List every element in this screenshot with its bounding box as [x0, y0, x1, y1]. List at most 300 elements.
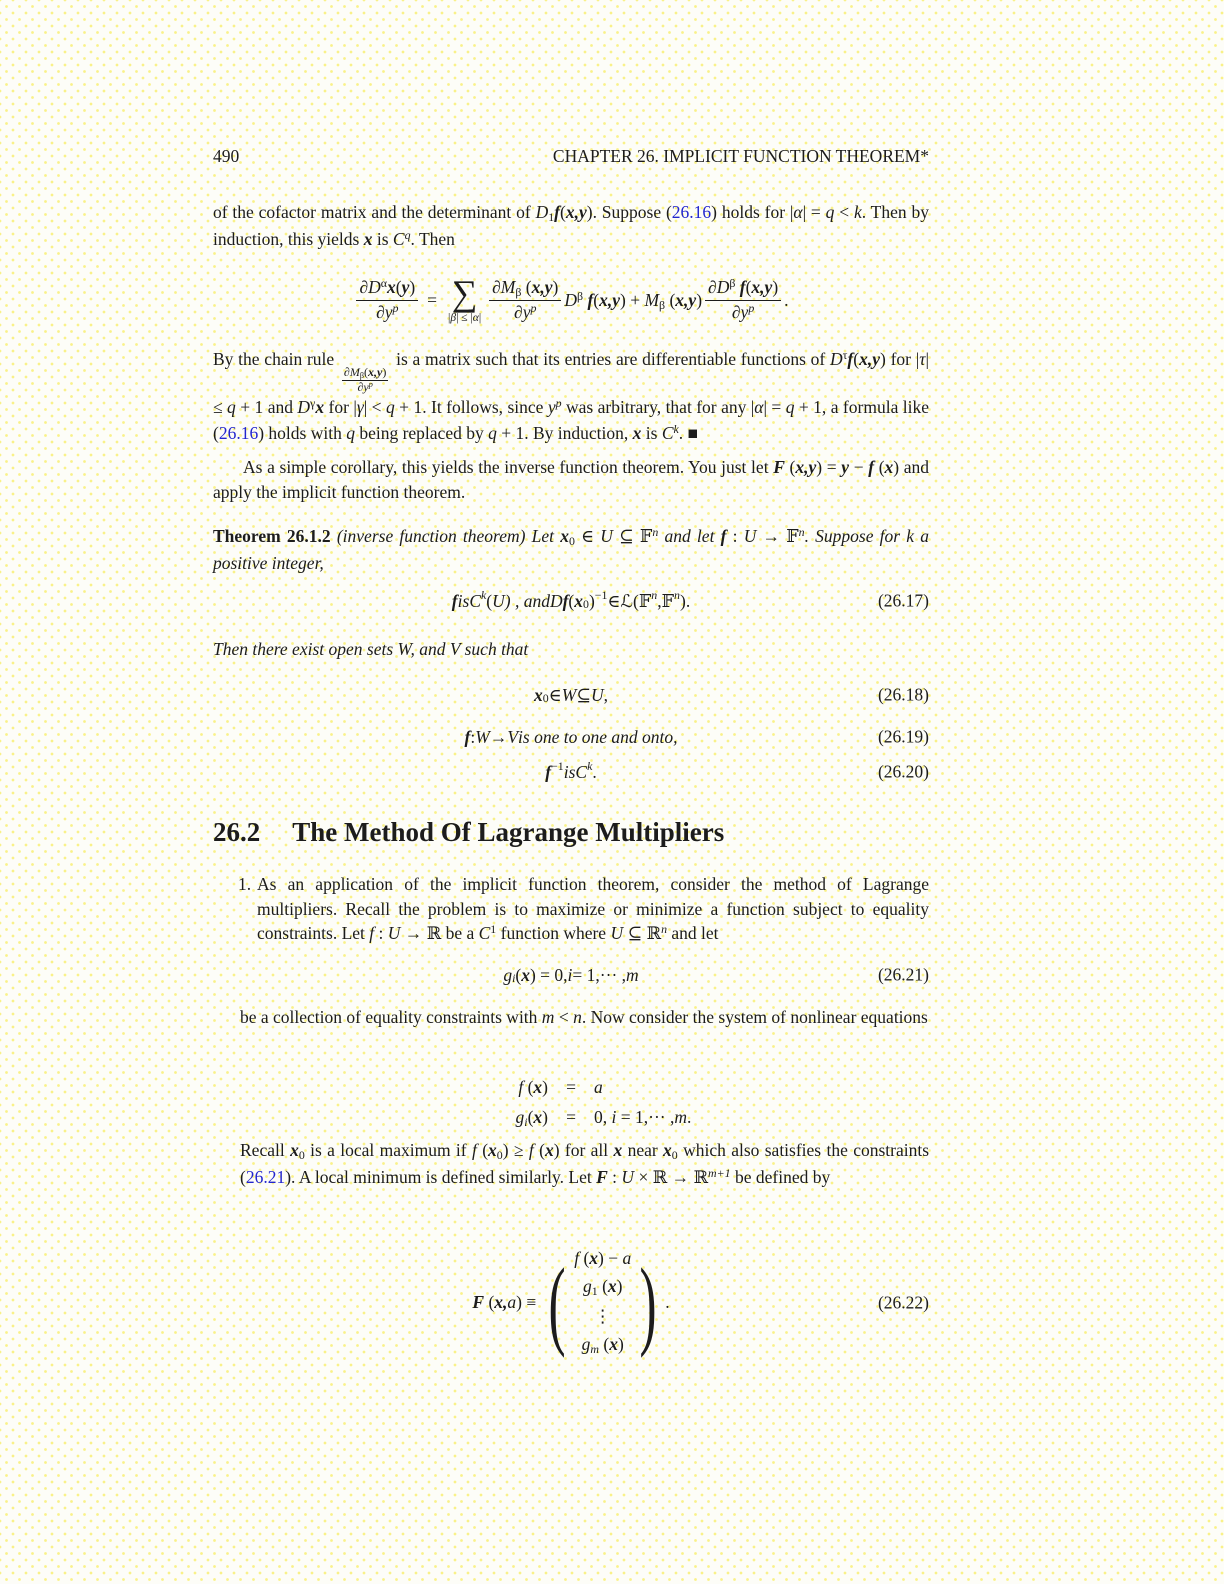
text-run: (	[533, 1140, 545, 1160]
text-run: p	[392, 300, 399, 315]
text-run: (	[527, 1107, 534, 1127]
text-run: 𝔽	[638, 590, 652, 611]
text-run: a	[594, 1077, 603, 1097]
text-run: As a simple corollary, this yields the inverse function theorem. You just let	[243, 457, 774, 477]
text-run: ) ≡	[516, 1292, 537, 1312]
text-run: ) +	[620, 289, 645, 310]
text-run: ∂	[492, 276, 501, 297]
text-run: n	[573, 1007, 582, 1027]
text-run: )	[879, 349, 886, 369]
section-number: 26.2	[213, 817, 261, 847]
text-run: 𝔽	[786, 526, 799, 546]
text-run: ). A local minimum is defined similarly. Let	[285, 1166, 597, 1187]
text-run: f	[369, 923, 375, 943]
section-heading	[213, 816, 929, 848]
summation-limit	[448, 312, 481, 324]
text-run: x	[521, 964, 530, 985]
text-run: D	[368, 276, 381, 297]
text-run: + 1. By induction,	[496, 423, 633, 444]
text-run: Recall	[240, 1140, 291, 1160]
text-run: + 1, a formula like (	[213, 396, 930, 444]
text-run: 0	[568, 534, 575, 549]
text-run: x	[488, 1140, 497, 1160]
text-run: . Then	[410, 228, 455, 249]
text-run: )	[586, 202, 593, 222]
text-run: x	[363, 228, 373, 249]
equation-26-18	[213, 681, 929, 709]
text-run: :	[607, 1166, 622, 1187]
text-run: α	[793, 202, 803, 222]
equation-period: .	[665, 1292, 670, 1312]
text-run: C	[392, 228, 405, 249]
text-run: )	[617, 1334, 624, 1354]
fraction-lhs	[356, 277, 418, 324]
text-run: . Then by induction, this yields	[213, 202, 929, 249]
text-run: (	[484, 1292, 495, 1312]
text-run: F	[596, 1166, 608, 1187]
paragraph-cofactor	[213, 200, 929, 253]
text-run: g	[582, 1276, 592, 1296]
paragraph-chain-rule	[213, 347, 929, 448]
list-item-text	[257, 872, 929, 948]
text-run: x	[663, 1140, 672, 1160]
equation-26-21-math	[213, 961, 929, 989]
text-run: for all	[559, 1140, 614, 1160]
fraction-m-beta	[489, 277, 561, 324]
text-run: 0,	[594, 1107, 612, 1127]
text-run: . Suppose for k a positive integer,	[213, 526, 929, 573]
equation-26-17-math	[213, 586, 929, 616]
text-run: f	[562, 590, 569, 611]
text-run: −1	[594, 587, 608, 602]
text-run: x	[613, 1140, 623, 1160]
text-run: )	[893, 457, 900, 477]
text-run: (	[665, 289, 676, 310]
text-run: ) , and	[504, 590, 550, 611]
text-run: g	[581, 1334, 591, 1354]
text-run: p	[748, 300, 755, 315]
text-run: M	[644, 289, 660, 310]
text-run: i	[567, 964, 573, 985]
text-run: y	[522, 301, 531, 322]
text-run: | <	[363, 396, 386, 417]
text-run: β	[450, 311, 457, 324]
text-run: x	[533, 1107, 543, 1127]
text-run: + 1 and	[235, 396, 298, 417]
text-run: :	[374, 923, 388, 943]
text-run: W	[475, 726, 490, 747]
paragraph-corollary	[213, 455, 929, 504]
text-run: q	[385, 396, 395, 417]
list-item-1	[213, 872, 929, 948]
text-run: y	[363, 380, 369, 395]
text-run: . Now consider the system of nonlinear equations	[581, 1007, 928, 1027]
text-run: .	[678, 423, 688, 444]
list-item-marker: 1.	[238, 874, 252, 894]
text-run: α	[472, 311, 479, 324]
system-row-2	[213, 1102, 929, 1134]
text-run: p	[555, 395, 562, 410]
text-run: U	[387, 923, 401, 943]
sigma-symbol: ∑	[451, 273, 478, 314]
vector-equation-lhs	[472, 1292, 536, 1313]
text-run: x,y	[599, 289, 620, 310]
text-run: and apply the implicit function theorem.	[213, 457, 930, 502]
text-run: was arbitrary, that for any |	[561, 396, 755, 417]
text-run: (	[515, 964, 522, 985]
text-run: being replaced by	[354, 423, 489, 444]
equation-26-17	[213, 586, 929, 616]
text-run: (	[568, 590, 575, 611]
paragraph-collection	[240, 1005, 929, 1030]
text-run: m	[674, 1107, 687, 1127]
text-run: |	[478, 311, 482, 324]
text-run: .	[592, 761, 597, 782]
text-run: n	[651, 587, 658, 602]
text-run: q	[346, 423, 355, 444]
text-run: ∂	[731, 301, 741, 322]
text-run: α	[380, 275, 387, 290]
text-run: x	[386, 276, 396, 297]
text-run: k	[853, 202, 862, 222]
equation-26-19-math	[213, 723, 929, 751]
text-run: x,y	[675, 289, 697, 310]
text-run: (	[560, 202, 566, 222]
text-run: q	[785, 396, 795, 417]
text-run: i	[611, 1107, 617, 1127]
text-run: g	[503, 964, 513, 985]
text-run: f	[720, 526, 727, 546]
text-run: × ℝ → ℝ	[634, 1166, 709, 1187]
text-run: p	[530, 300, 537, 315]
text-run: x	[533, 1077, 543, 1097]
text-run: = 1,··· ,	[572, 964, 627, 985]
text-run: β	[729, 275, 736, 290]
column-vector	[574, 1246, 631, 1359]
text-run: 0	[496, 1148, 503, 1163]
equation-number-26-22: (26.22)	[877, 1292, 929, 1312]
paragraph-recall	[240, 1138, 929, 1191]
text-run: D	[297, 396, 311, 417]
text-run: F	[472, 1292, 485, 1312]
text-run: m	[541, 1007, 555, 1027]
text-run: (	[593, 289, 600, 310]
text-run: i	[512, 970, 516, 985]
text-run: x	[609, 1334, 618, 1354]
text-run: (	[745, 276, 752, 297]
text-run: ∈	[574, 526, 601, 546]
text-run: q	[227, 396, 236, 417]
text-run: f	[464, 726, 471, 747]
text-run: ,	[657, 590, 662, 611]
text-run: be a collection of equality constraints with	[240, 1007, 542, 1027]
text-run: D	[716, 276, 730, 297]
text-run: β	[359, 371, 365, 381]
text-run: | ≤	[213, 349, 930, 417]
text-run: of the cofactor matrix and the determinant of	[213, 202, 536, 222]
text-run: y	[547, 396, 556, 417]
open-paren: (	[548, 1247, 566, 1358]
text-run: )	[552, 276, 559, 297]
text-run: x	[544, 1140, 554, 1160]
text-run: U	[590, 684, 604, 705]
text-run: 1	[548, 210, 555, 225]
text-run: C	[478, 923, 491, 943]
text-run: (	[486, 590, 493, 611]
text-run: | =	[763, 396, 786, 417]
text-run: 0	[583, 596, 589, 611]
text-run: i	[524, 1115, 528, 1130]
equation-middle-terms	[564, 290, 702, 311]
text-run: + 1. It follows, since	[394, 396, 548, 417]
text-run: | =	[802, 202, 826, 222]
text-run: x,y	[859, 349, 880, 369]
text-run: (	[476, 1140, 489, 1160]
text-run: for |	[324, 396, 357, 417]
equation-number-26-18: (26.18)	[877, 684, 929, 705]
equation-26-18-math	[213, 681, 929, 709]
text-run: (	[853, 349, 860, 369]
text-run: β	[659, 297, 666, 312]
text-run: (	[579, 1248, 590, 1268]
text-run: ∈	[548, 684, 562, 705]
text-run: is	[641, 423, 662, 444]
text-run: ℒ	[620, 590, 634, 611]
text-run: x,y	[795, 457, 817, 477]
inline-fraction	[342, 366, 388, 395]
text-run: :	[726, 526, 744, 546]
text-run: U	[743, 526, 757, 546]
text-run: k	[481, 587, 487, 602]
text-run: By the chain rule	[213, 349, 339, 369]
text-run: q	[404, 227, 411, 242]
equation-26-22	[213, 1240, 929, 1365]
text-run: →	[489, 726, 508, 747]
text-run: 1	[490, 922, 497, 937]
section-title: The Method Of Lagrange Multipliers	[292, 817, 725, 847]
text-run: p	[368, 380, 373, 390]
equation-26-20	[213, 758, 929, 786]
text-run: m	[626, 964, 639, 985]
text-run: (	[874, 457, 885, 477]
text-run: x	[494, 1292, 504, 1312]
text-run: →	[756, 526, 787, 546]
text-run: D	[535, 202, 549, 222]
text-run: f	[868, 457, 875, 477]
text-run: ∂	[343, 364, 350, 379]
ref-link-26-16-b[interactable]: 26.16	[218, 423, 259, 444]
text-run: n	[674, 587, 680, 602]
text-run: be defined by	[730, 1166, 831, 1187]
text-run: β	[515, 284, 522, 299]
text-run: function where	[496, 923, 611, 943]
equation-system	[213, 1072, 929, 1134]
vector-dots-row	[594, 1304, 612, 1329]
running-header	[213, 146, 929, 167]
equals-sign: =	[566, 1077, 576, 1097]
text-run: which also satisfies the constraints (	[240, 1140, 930, 1187]
equation-number-26-21: (26.21)	[877, 964, 929, 985]
text-run: ∂	[357, 380, 364, 395]
theorem-26-1-2	[213, 524, 929, 575]
text-run: for |	[885, 349, 920, 369]
text-run: .	[687, 1107, 692, 1127]
text-run: U	[492, 590, 505, 611]
text-run: | ≤ |	[456, 311, 473, 324]
fraction-d-beta-f	[705, 277, 781, 324]
text-run: −1	[551, 758, 564, 773]
text-run: m+1	[708, 1165, 731, 1180]
ref-link-26-21[interactable]: 26.21	[245, 1166, 286, 1187]
vertical-dots: ⋮	[593, 1306, 612, 1326]
text-run: Then there exist open sets W, and V such that	[213, 639, 529, 659]
text-run: and let	[658, 526, 721, 546]
text-run: ⊆	[612, 526, 640, 546]
text-run: ).	[680, 590, 691, 611]
ref-link-26-16-a[interactable]: 26.16	[671, 202, 712, 222]
text-run: ) −	[598, 1248, 623, 1268]
text-run: g	[515, 1107, 525, 1127]
text-run: D	[564, 289, 577, 310]
text-run: 0	[671, 1148, 678, 1163]
text-run: f	[451, 590, 458, 611]
equation-number-26-19: (26.19)	[877, 726, 929, 747]
text-run: ) = 0,	[529, 964, 568, 985]
text-run: −	[849, 457, 869, 477]
text-run: x,y	[751, 276, 773, 297]
text-run: As an application of the implicit function theorem, consider the method of Lagrange multipliers. Recall the problem is to maximize or minimize a function subject to equality constraints. Let	[257, 874, 929, 943]
text-run: n	[661, 922, 668, 937]
text-run: 0	[298, 1148, 305, 1163]
text-run: (	[599, 1334, 610, 1354]
text-run: f	[574, 1248, 580, 1268]
text-run: ⊆	[576, 684, 591, 705]
equation-26-19	[213, 723, 929, 751]
text-run: x	[884, 457, 894, 477]
text-run: x	[290, 1140, 299, 1160]
text-run: (	[364, 364, 369, 379]
text-run: q	[825, 202, 835, 222]
text-run: C	[661, 423, 674, 444]
chapter-header: CHAPTER 26. IMPLICIT FUNCTION THEOREM*	[552, 146, 929, 166]
text-run: f	[554, 202, 560, 222]
text-run: ) holds with	[258, 423, 347, 444]
text-run: is a matrix such that its entries are differentiable functions of	[391, 349, 830, 369]
text-run: x,y	[565, 202, 587, 222]
text-run: τ	[919, 349, 926, 369]
text-run: (	[395, 276, 402, 297]
text-run: f	[471, 1140, 477, 1160]
text-run: ) ≥	[502, 1140, 529, 1160]
text-run: x	[632, 423, 642, 444]
system-row-1	[213, 1072, 929, 1102]
text-run: y	[841, 457, 850, 477]
summation	[448, 273, 482, 324]
text-run: W	[561, 684, 577, 705]
text-run: = 1,··· ,	[616, 1107, 675, 1127]
text-run: )	[772, 276, 779, 297]
text-run: ∈	[607, 590, 621, 611]
text-run: D	[830, 349, 843, 369]
text-run: )	[382, 364, 387, 379]
text-run: )	[696, 289, 703, 310]
text-run: x	[315, 396, 325, 417]
text-run: (	[521, 276, 532, 297]
text-run: 0	[542, 690, 549, 705]
text-run: y	[401, 276, 410, 297]
text-run: τ	[842, 348, 848, 363]
paragraph-then-exist	[213, 637, 929, 662]
text-run: U	[610, 923, 624, 943]
text-run: C	[575, 761, 588, 782]
text-run: M	[349, 364, 360, 379]
equation-partial-derivative	[213, 258, 929, 342]
text-run: )	[553, 1140, 560, 1160]
text-run: x	[589, 1248, 599, 1268]
text-run: → ℝ be a	[400, 923, 479, 943]
text-run: <	[554, 1007, 574, 1027]
equation-number-26-17: (26.17)	[877, 590, 929, 611]
text-run: )	[409, 276, 416, 297]
text-run: f	[847, 349, 854, 369]
equation-26-21	[213, 961, 929, 989]
text-run: )	[588, 590, 595, 611]
text-run: y	[740, 301, 749, 322]
text-run: V	[507, 726, 519, 747]
text-run: is one to one and onto,	[518, 726, 678, 747]
text-run: )	[542, 1077, 548, 1097]
text-run: q	[488, 423, 497, 444]
text-run: and let	[667, 923, 719, 943]
text-run: m	[590, 1342, 600, 1357]
text-run: ∂	[708, 276, 717, 297]
vector-row-2	[583, 1274, 622, 1301]
text-run: x	[574, 590, 583, 611]
text-run: n	[652, 525, 659, 540]
text-run: f	[587, 289, 594, 310]
text-run: U	[600, 526, 613, 546]
text-run: a	[507, 1292, 517, 1312]
text-run: <	[834, 202, 854, 222]
close-paren: )	[639, 1247, 657, 1358]
text-run: near	[622, 1140, 664, 1160]
text-run: D	[549, 590, 563, 611]
text-run: x	[607, 1276, 617, 1296]
text-run: f	[518, 1077, 524, 1097]
page-number: 490	[213, 146, 240, 166]
text-run: ,	[603, 684, 608, 705]
text-run: y	[384, 301, 393, 322]
equation-number-26-20: (26.20)	[877, 761, 929, 782]
text-run: f	[528, 1140, 534, 1160]
text-run: ) =	[816, 457, 842, 477]
text-run: |	[448, 311, 451, 324]
text-run: is	[372, 228, 393, 249]
text-run: k	[587, 758, 593, 773]
text-run: α	[754, 396, 764, 417]
text-run: ∂	[514, 301, 523, 322]
vector-row-4	[582, 1332, 624, 1359]
text-run: (inverse function theorem) Let	[336, 526, 561, 546]
equals-sign: =	[566, 1107, 576, 1127]
text-run: x	[560, 526, 569, 546]
text-run: n	[798, 525, 805, 540]
text-run: 𝔽	[661, 590, 675, 611]
text-run: U	[621, 1166, 635, 1187]
text-run: ∂	[359, 276, 369, 297]
text-run: ) holds for |	[711, 202, 794, 222]
text-run: β	[577, 288, 584, 303]
